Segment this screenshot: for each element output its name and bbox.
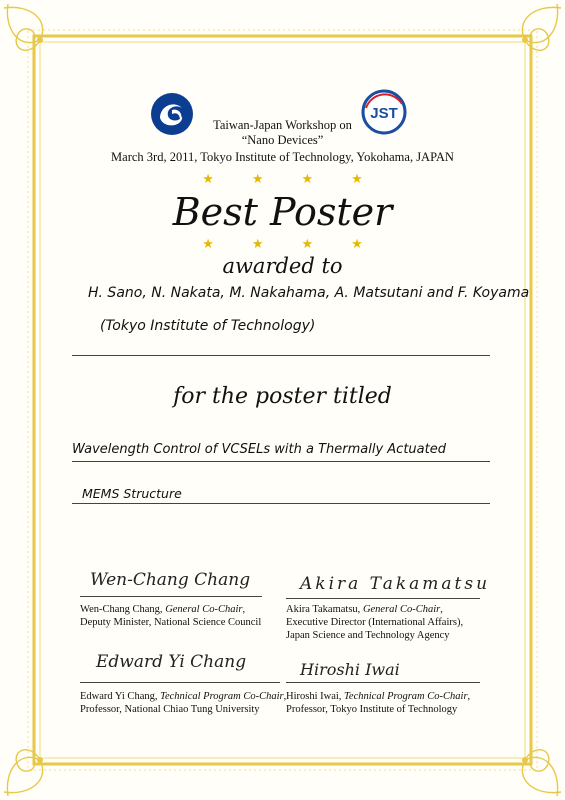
divider-line bbox=[72, 355, 490, 356]
signatory-role-suffix: , bbox=[467, 691, 471, 702]
signatory-role: Technical Program Co-Chair bbox=[160, 691, 284, 702]
signatory-name: Edward Yi Chang, bbox=[80, 691, 161, 702]
stars-top: ★★★★ bbox=[202, 171, 401, 186]
stars-bottom: ★★★★ bbox=[202, 236, 401, 251]
signatory-position: Professor, Tokyo Institute of Technology bbox=[286, 704, 458, 715]
poster-title-line2: MEMS Structure bbox=[82, 486, 182, 501]
recipient-affiliation: (Tokyo Institute of Technology) bbox=[100, 318, 316, 334]
signature-akira-takamatsu: Akira Takamatsu bbox=[300, 574, 491, 594]
signature-hiroshi-iwai: Hiroshi Iwai bbox=[300, 660, 400, 679]
signatory-position: Executive Director (International Affairs), bbox=[286, 617, 464, 628]
divider-line bbox=[72, 461, 490, 462]
workshop-topic: “Nano Devices” bbox=[241, 133, 324, 147]
signatory-name: Wen-Chang Chang, bbox=[80, 604, 166, 615]
signatory-position: Professor, National Chiao Tung University bbox=[80, 704, 260, 715]
signatory-name: Hiroshi Iwai, bbox=[286, 691, 345, 702]
signature-line bbox=[286, 598, 480, 599]
recipients: H. Sano, N. Nakata, M. Nakahama, A. Matsutani and F. Koyama bbox=[88, 285, 530, 301]
signatory-organization: Japan Science and Technology Agency bbox=[286, 630, 450, 641]
signatory-akira-takamatsu bbox=[286, 603, 463, 642]
awarded-to-text: awarded to bbox=[222, 254, 343, 278]
signatory-position: Deputy Minister, National Science Council bbox=[80, 617, 262, 628]
signature-wen-chang-chang: Wen-Chang Chang bbox=[90, 570, 251, 590]
jst-logo-label: JST bbox=[370, 105, 398, 122]
poster-title-line1: Wavelength Control of VCSELs with a Thermally Actuated bbox=[72, 442, 446, 457]
signatory-hiroshi-iwai bbox=[283, 690, 471, 716]
signature-line bbox=[80, 682, 280, 683]
divider-line bbox=[72, 503, 490, 504]
signature-line bbox=[80, 596, 262, 597]
for-the-poster-text: for the poster titled bbox=[173, 384, 392, 409]
signatory-role-suffix: , bbox=[242, 604, 246, 615]
award-title: Best Poster bbox=[172, 190, 393, 234]
signatory-wen-chang-chang bbox=[80, 603, 261, 629]
signature-edward-yi-chang: Edward Yi Chang bbox=[96, 652, 247, 672]
signatory-role: General Co-Chair bbox=[165, 604, 243, 615]
signatory-edward-yi-chang bbox=[80, 690, 286, 716]
signatory-role-suffix: , bbox=[440, 604, 443, 615]
signatory-role-suffix: , bbox=[283, 691, 287, 702]
signatory-role: General Co-Chair bbox=[362, 604, 441, 615]
signatory-role: Technical Program Co-Chair bbox=[344, 691, 468, 702]
workshop-date-location: March 3rd, 2011, Tokyo Institute of Technology, Yokohama, JAPAN bbox=[111, 150, 454, 164]
workshop-title: Taiwan-Japan Workshop on bbox=[213, 118, 352, 132]
signatory-name: Akira Takamatsu, bbox=[286, 604, 363, 615]
signature-line bbox=[286, 682, 480, 683]
